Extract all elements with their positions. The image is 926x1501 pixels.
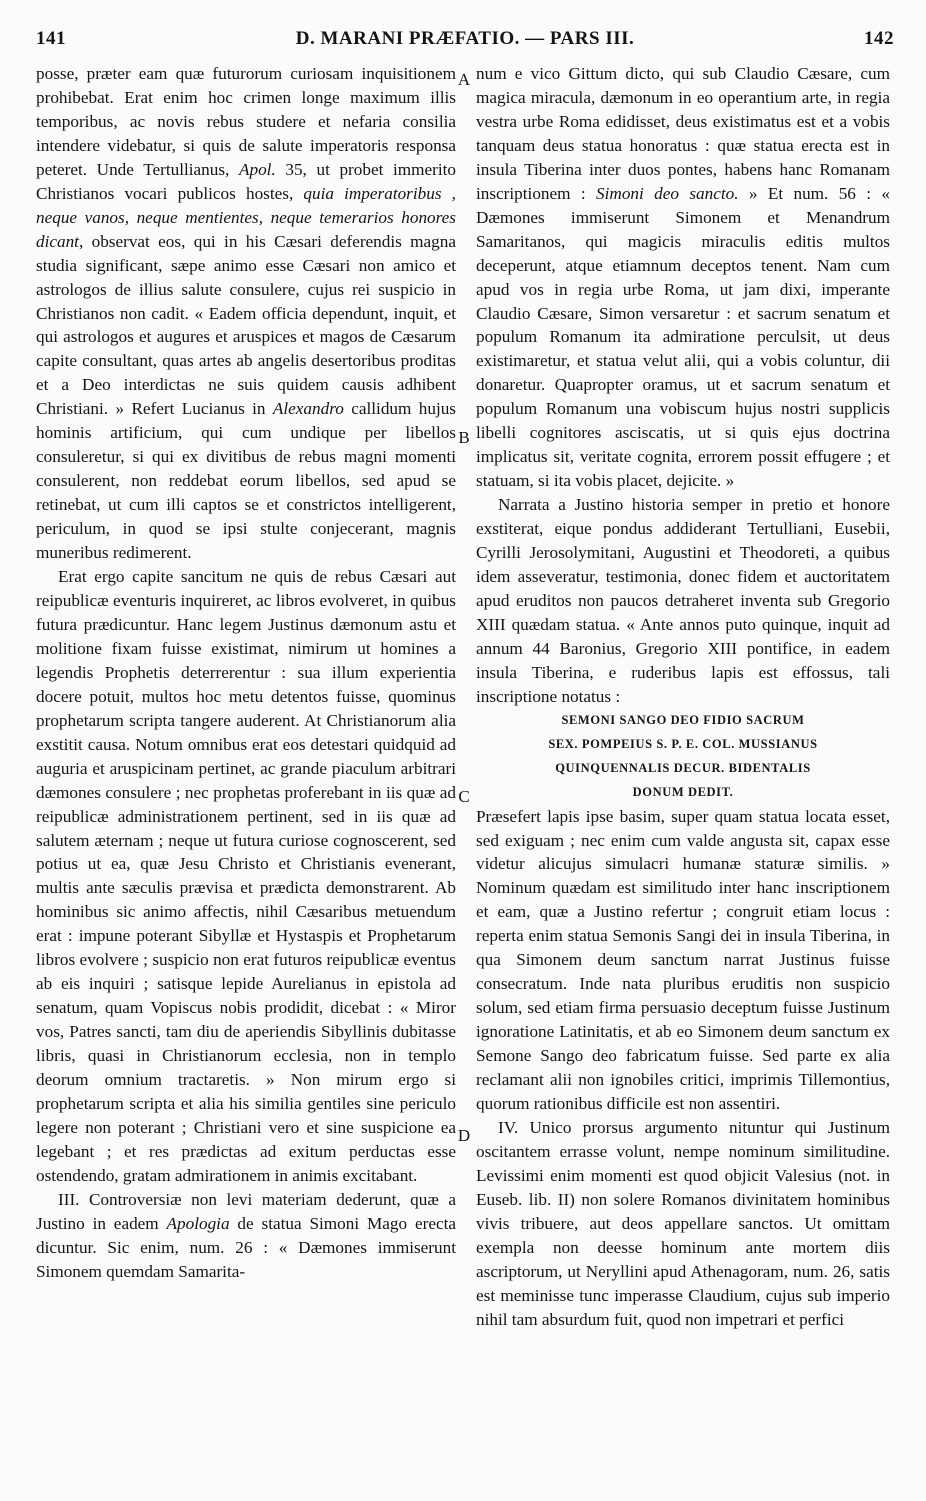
inscription-line: SEMONI SANGO DEO FIDIO SACRUM [561,712,805,727]
page-number-left: 141 [36,28,66,49]
margin-letter: A [457,70,471,89]
paragraph: IV. Unico prorsus argumento nituntur qui Justinum oscitantem errasse volunt, nempe nominum similitudine. Levissimi enim momenti est quod objicit Valesius (not. in Euseb. lib. II) non solere Romanos divinitatem hominibus vivis tribuere, aut deos appellare sanctos. Ut omittam exempla non deesse hominum ante mortem diis ascriptorum, ut Neryllini apud Athenagoram, num. 26, satis est meminisse tunc imperasse Claudium, cujus sub imperio nihil tam absurdum fuit, quod non impetrari et perfici [476,1117,890,1329]
paragraph: Præsefert lapis ipse basim, super quam statua locata esset, sed exiguam ; nec enim cum valde angusta sit, capax esse videtur alicujus simulacri humanæ staturæ similis. » Nominum quædam est similitudo inter hanc inscriptionem et eam, quæ a Justino refertur ; congruit etiam locus : reperta enim statua Semonis Sangi dei in insula Tiberina, in qua Simonem deum sanctum narrat Justinus fuisse consecratum. Inde nata pluribus eruditis non suspicio solum, sed etiam firma persuasio deceptum fuisse Justinum ignoratione Latinitatis, et ab eo Simonem deum sanctum ex Semone Sango deo fabricatum fuisse. Sed parte ex alia reclamant alii non ignobiles critici, imprimis Tillemontius, quorum rationibus difficile est non assentiri. [476,806,890,1113]
inscription-block [476,709,890,805]
running-header [36,28,894,58]
page-number-right: 142 [864,28,894,49]
paragraph: num e vico Gittum dicto, qui sub Claudio Cæsare, cum magica miracula, dæmonum in eo operantium arte, in regia vestra urbe Roma edidisset, deus existimatus est et a vobis tanquam deus statua honoratus : quæ statua erecta est in insula Tiberina inter duos pontes, habens hanc Romanam inscriptionem : Simoni deo sancto. » Et num. 56 : « Dæmones immiserunt Simonem et Menandrum Samaritanos, qui magicis miraculis editis multos deceperunt, atque etiamnum deceptos tenent. Nam cum apud vos in regia urbe Roma, ut jam dixi, imperante Claudio Cæsare, Simon versaretur : et sacrum senatum et populum Romanum ita admiratione perculsit, ut deus existimaretur, et statua velut alii, qui a vobis coluntur, dii donaretur. Quapropter oramus, ut et sacrum senatum et populum Romanum una vobiscum hujus nostri supplicis libelli cognitores asciscatis, ut si quis ejus doctrina implicatus sit, veritate cognita, errorem possit effugere ; et statuam, si ita vobis placet, dejicite. » [476,64,890,491]
inscription-line: SEX. POMPEIUS S. P. E. COL. MUSSIANUS [548,736,818,751]
paragraph: Erat ergo capite sancitum ne quis de rebus Cæsari aut reipublicæ eventuris inquireret, ac libros evolveret, in quibus futura prædicuntur. Hanc legem Justinus dæmonum astu et molitione fixam fuisse existimat, nimirum ut homines a legendis Prophetis deterrerentur : sua illum experientia docere potuit, multos hoc metu detentos fuisse, quominus prophetarum scripta tangere auderent. At Christianorum alia exstitit causa. Notum omnibus erat eos detestari quidquid ad auguria et aruspicinam pertinet, ac grande piaculum arbitrari dæmones consulere ; nec prophetas proferebant in iis quæ ad reipublicæ administrationem pertinent, sed in iis quæ ad salutem æternam ; neque ut futura curiose cognoscerent, sed potius ut ea, quæ Jesu Christo et Christianis evenerant, multis ante sæculis prævisa et prædicta demonstrarent. Ab hominibus sic animo affectis, nihil Cæsaribus metuendum erat : impune poterant Sibyllæ et Hystaspis et Prophetarum libros evolvere ; suspicio non erat futuros reipublicæ eventus ab eis inquiri ; satisque lepide Aurelianus in epistola ad senatum, quam Vopiscus nobis prodidit, dicebat : « Miror vos, Patres sancti, tam diu de aperiendis Sibyllinis dubitasse libris, quasi in Christianorum ecclesia, non in templo deorum omnium tractaretis. » Non mirum ergo si prophetarum scripta et alia his similia gentiles sine periculo legere non poterant ; Christiani vero et sine suspicione ea legebant ; et res prædictas ad exitum perductas esse ostendendo, gratam admirationem in animis excitabant. [36,567,456,1185]
paragraph: III. Controversiæ non levi materiam dederunt, quæ a Justino in eadem Apologia de statua Simoni Mago erecta dicuntur. Sic enim, num. 26 : « Dæmones immiserunt Simonem quemdam Samarita- [36,1189,456,1281]
inscription-line: QUINQUENNALIS DECUR. BIDENTALIS [555,760,811,775]
left-column [36,62,456,1284]
margin-letter: B [458,428,470,447]
right-column [476,62,890,1332]
margin-letter: C [458,787,470,806]
margin-letter: D [457,1126,471,1145]
running-title: D. MARANI PRÆFATIO. — PARS III. [295,28,635,49]
paragraph: posse, præter eam quæ futurorum curiosam inquisitionem prohibebat. Erat enim hoc crimen longe maximum illis temporibus, ac novis rebus studere et nefaria consilia intendere videbatur, si quis de salute imperatoris responsa peteret. Unde Tertullianus, Apol. 35, ut probet immerito Christianos vocari publicos hostes, quia imperatoribus , neque vanos, neque mentientes, neque temerarios honores dicant, observat eos, qui in his Cæsari deferendis magna studia significant, sæpe animo esse Cæsari non amico et astrologos de illius salute consulere, cujus rei suspicio in Christianos non cadit. « Eadem officia dependunt, inquit, et qui astrologos et augures et aruspices et magos de Cæsarum capite consultant, quas artes ab angelis desertoribus proditas et a Deo interdictas ne suis quidem causis adhibent Christiani. » Refert Lucianus in Alexandro callidum hujus hominis artificium, qui cum undique per libellos consuleretur, si qui ex divitibus de rebus magni momenti consulerent, non reddebat eorum libellos, sed apud se retinebat, ut cum illi captos se et constrictos intelligerent, periculum, in quod se ipsi stulte conjecerant, magnis muneribus redimerent. [36,64,456,563]
paragraph: Narrata a Justino historia semper in pretio et honore exstiterat, eique pondus addiderant Tertulliani, Eusebii, Cyrilli Jerosolymitani, Augustini et Theodoreti, a quibus idem asseveratur, testimonia, donec fidem et auctoritatem apud eruditos non paucos detraheret inventa sub Gregorio XIII quædam statua. « Ante annos puto quinque, inquit ad annum 44 Baronius, Gregorio XIII pontifice, in eadem insula Tiberina, e ruderibus lapis est effossus, tali inscriptione notatus : [476,495,890,706]
inscription-line: DONUM DEDIT. [632,784,734,799]
